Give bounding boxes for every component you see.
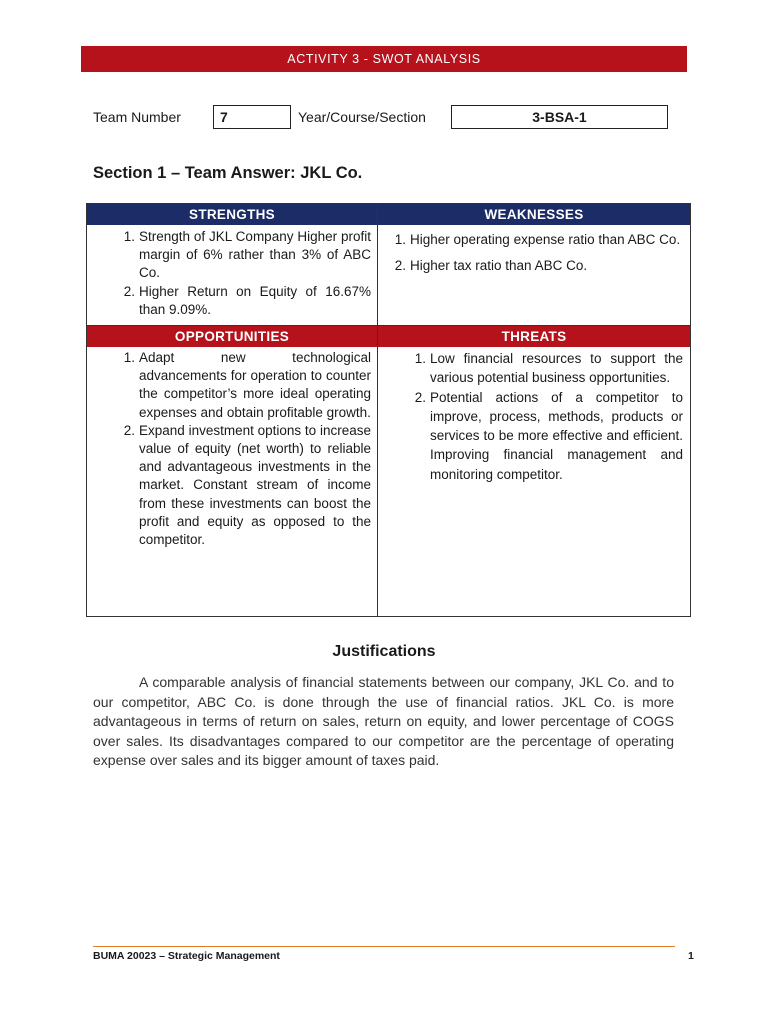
threats-header: THREATS xyxy=(378,326,690,347)
justifications-title: Justifications xyxy=(332,643,436,660)
list-item: 1. Strength of JKL Company Higher profit margin of 6% rather than 3% of ABC Co. xyxy=(123,229,371,281)
list-item: 2. Potential actions of a competitor to improve, process, methods, products or services to be more effective and efficient. Improving financial management and monitoring competitor. xyxy=(414,389,683,482)
strengths-list xyxy=(87,228,377,319)
justifications-text: A comparable analysis of financial statements between our company, JKL Co. and to our competitor, ABC Co. is done through the use of financial ratios. JKL Co. is more advantageous in terms of return on sales, return on equity, and lower percentage of COGS over sales. Its disadvantages compared to our competitor are the percentage of operating expense over sales and its bigger amount of taxes paid. xyxy=(93,674,674,768)
list-item: 1. Higher operating expense ratio than ABC Co. xyxy=(394,232,681,247)
activity-banner: ACTIVITY 3 - SWOT ANALYSIS xyxy=(81,46,687,72)
footer-course: BUMA 20023 – Strategic Management xyxy=(93,950,280,962)
year-course-section-field: 3-BSA-1 xyxy=(451,105,668,129)
justifications-body xyxy=(93,673,674,771)
team-info-row xyxy=(0,105,768,131)
strengths-header: STRENGTHS xyxy=(87,204,377,225)
list-item: 1. Adapt new technological advancements for operation to counter the competitor’s more ideal operating expenses and obtain profitable growth. xyxy=(123,350,371,420)
footer-divider xyxy=(93,946,675,947)
year-course-section-label: Year/Course/Section xyxy=(298,109,426,125)
team-number-label: Team Number xyxy=(93,109,181,125)
weaknesses-list xyxy=(378,231,690,275)
section-title: Section 1 – Team Answer: JKL Co. xyxy=(93,164,363,182)
weaknesses-header: WEAKNESSES xyxy=(378,204,690,225)
threats-quadrant xyxy=(378,326,690,484)
team-number-field: 7 xyxy=(213,105,291,129)
strengths-quadrant xyxy=(87,204,377,319)
list-item: 1. Low financial resources to support the various potential business opportunities. xyxy=(414,351,683,386)
opportunities-list xyxy=(87,349,377,549)
opportunities-header: OPPORTUNITIES xyxy=(87,326,377,347)
page-number: 1 xyxy=(688,950,694,962)
list-item: 2. Higher tax ratio than ABC Co. xyxy=(394,258,588,274)
list-item: 2. Higher Return on Equity of 16.67% than 9.09%. xyxy=(123,283,371,317)
weaknesses-quadrant xyxy=(378,204,690,275)
opportunities-quadrant xyxy=(87,326,377,549)
swot-table xyxy=(86,203,691,617)
column-divider xyxy=(377,204,378,616)
row-divider xyxy=(87,325,690,326)
list-item: 2. Expand investment options to increase value of equity (net worth) to reliable and advantageous investments in the market. Constant stream of income from these investments can boost the profit and equity as opposed to the competitor. xyxy=(123,422,371,548)
threats-list xyxy=(378,349,690,484)
